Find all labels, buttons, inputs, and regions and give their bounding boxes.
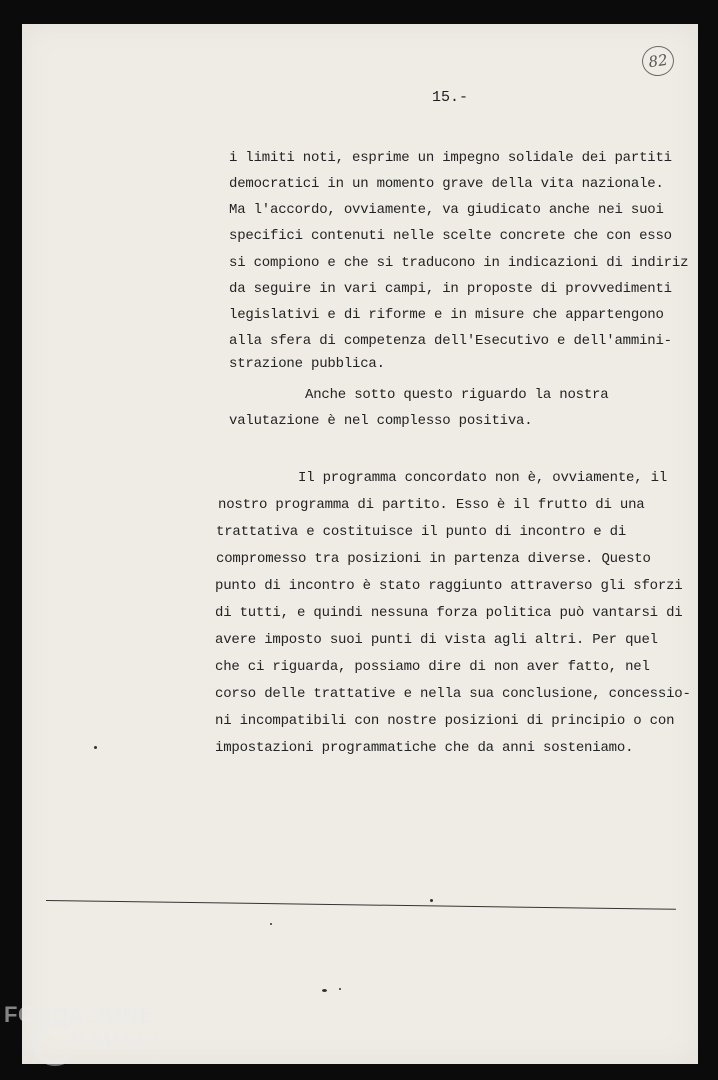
scan-speck: [94, 746, 97, 749]
text-line: che ci riguarda, possiamo dire di non aver fatto, nel: [215, 659, 650, 675]
text-line: trattativa e costituisce il punto di incontro e di: [216, 524, 627, 540]
text-line: democratici in un momento grave della vita nazionale.: [229, 176, 664, 192]
text-line: nostro programma di partito. Esso è il frutto di una: [218, 497, 645, 513]
text-line: ni incompatibili con nostre posizioni di principio o con: [215, 713, 675, 729]
text-line: corso delle trattative e nella sua conclusione, concessio-: [215, 686, 691, 702]
scan-speck: [322, 989, 327, 992]
scan-speck: [430, 899, 433, 902]
text-line: impostazioni programmatiche che da anni sosteniamo.: [215, 740, 634, 756]
fondazione-gramsci-watermark: [4, 1002, 204, 1074]
watermark-suffix: onlus: [150, 1056, 170, 1065]
watermark-line1: FONDAZIONE: [4, 1002, 155, 1027]
scan-speck: [339, 988, 341, 990]
text-line: Ma l'accordo, ovviamente, va giudicato anche nei suoi: [229, 202, 664, 218]
text-line: da seguire in vari campi, in proposte di provvedimenti: [229, 281, 672, 297]
text-line: alla sfera di competenza dell'Esecutivo e dell'ammini-: [229, 333, 672, 349]
text-line: si compiono e che si traducono in indicazioni di indiriz: [229, 255, 689, 271]
text-line: specifici contenuti nelle scelte concrete che con esso: [229, 228, 672, 244]
text-line: di tutti, e quindi nessuna forza politica può vantarsi di: [215, 605, 683, 621]
page-number: 15.-: [432, 89, 469, 106]
text-line: strazione pubblica.: [229, 356, 385, 372]
watermark-line2: RAMSCI: [70, 1028, 160, 1053]
text-line: legislativi e di riforme e in misure che appartengono: [229, 307, 664, 323]
text-line: i limiti noti, esprime un impegno solidale dei partiti: [229, 150, 672, 166]
text-line: punto di incontro è stato raggiunto attraverso gli sforzi: [215, 578, 683, 594]
text-line: avere imposto suoi punti di vista agli altri. Per quel: [215, 632, 658, 648]
text-line: valutazione è nel complesso positiva.: [229, 413, 533, 429]
text-line: Anche sotto questo riguardo la nostra: [305, 387, 609, 403]
text-line: compromesso tra posizioni in partenza diverse. Questo: [216, 551, 651, 567]
scan-speck: [270, 923, 272, 925]
text-line: Il programma concordato non è, ovviamente, il: [298, 470, 668, 486]
archive-page-number: 82: [640, 44, 676, 78]
